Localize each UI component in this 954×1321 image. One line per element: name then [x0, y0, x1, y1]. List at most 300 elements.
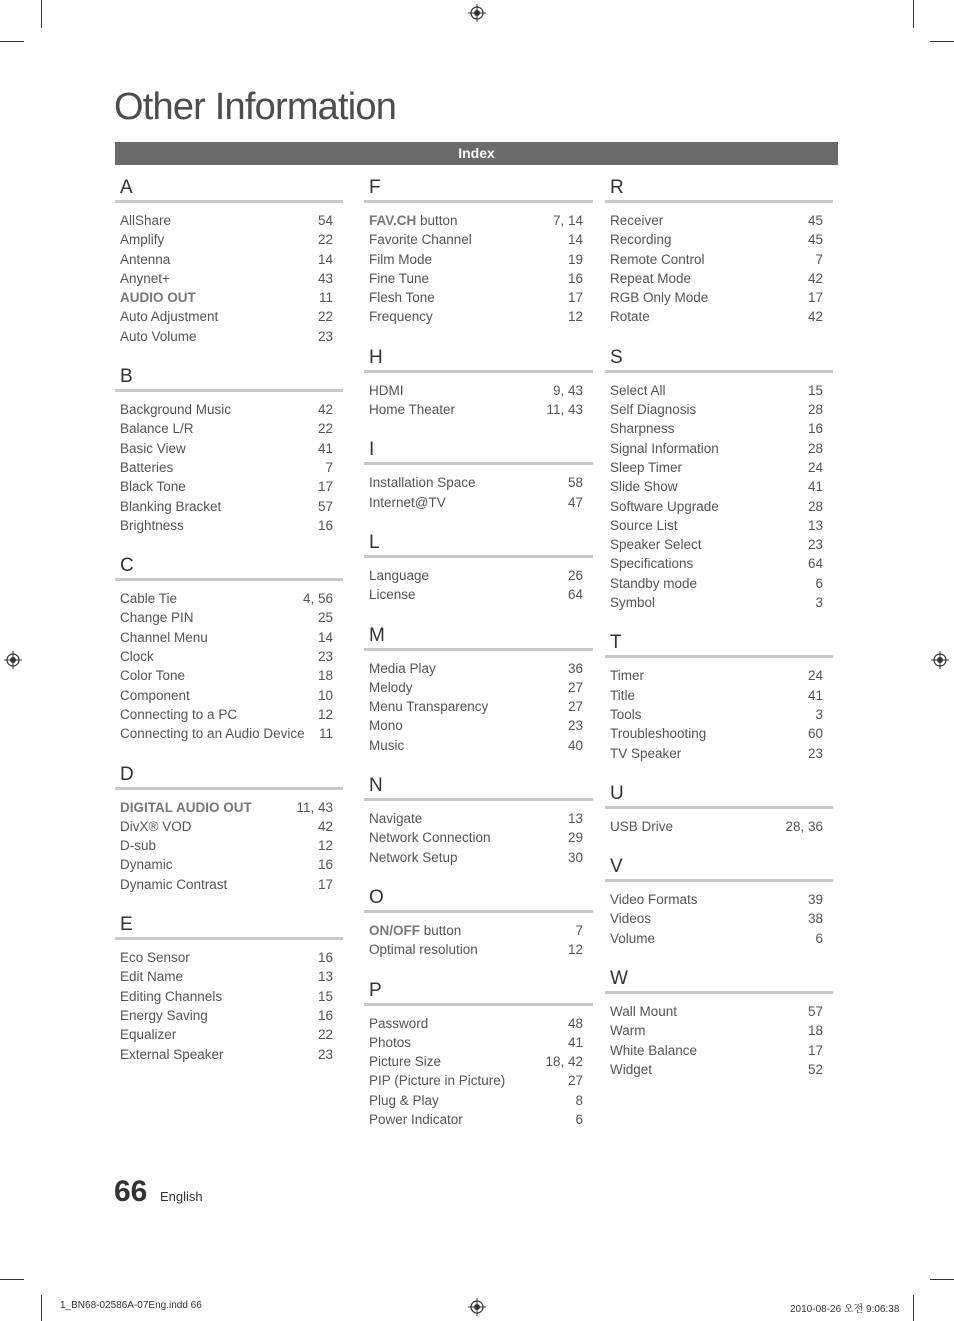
registration-mark-icon	[4, 651, 22, 669]
index-term	[120, 516, 184, 535]
index-term	[610, 269, 691, 288]
index-term-text: Batteries	[120, 459, 174, 475]
index-term	[369, 269, 429, 288]
index-term-text: Speaker Select	[610, 537, 702, 553]
index-page-ref: 11	[318, 726, 333, 742]
index-page-ref: 18	[807, 1023, 823, 1039]
index-term-text: Menu Transparency	[369, 699, 489, 715]
index-term-text: Remote Control	[610, 251, 705, 267]
index-entry	[605, 929, 833, 948]
index-term	[610, 1002, 677, 1021]
index-term-text: Home Theater	[369, 402, 456, 418]
index-term-text: Receiver	[610, 213, 664, 228]
print-slug-file: 1_BN68-02586A-07Eng.indd 66	[60, 1300, 202, 1311]
index-letter-heading: A	[115, 176, 343, 203]
index-entry	[364, 736, 593, 755]
index-page-ref: 24	[807, 668, 823, 684]
index-term-text: Film Mode	[369, 251, 433, 267]
index-entry	[115, 307, 343, 326]
index-term-text: Picture Size	[369, 1054, 442, 1070]
index-term-text: Anynet+	[120, 270, 170, 286]
index-entry	[605, 211, 833, 230]
index-page-ref: 7	[575, 922, 583, 938]
index-entry	[115, 666, 343, 685]
index-term-text: button	[420, 922, 462, 938]
index-page-ref: 13	[567, 811, 583, 827]
index-page-ref: 42	[317, 402, 333, 418]
index-term-text: Navigate	[369, 811, 423, 827]
index-term	[610, 554, 693, 573]
index-term	[120, 1045, 224, 1064]
index-page-ref: 41	[567, 1034, 583, 1050]
index-term	[120, 250, 170, 269]
index-entry	[115, 1006, 343, 1025]
index-page-ref: 23	[317, 328, 333, 344]
index-page-ref: 41	[317, 440, 333, 456]
index-term-text: Flesh Tone	[369, 290, 435, 306]
index-page-ref: 13	[317, 969, 333, 985]
index-entry	[115, 608, 343, 627]
index-term-text: Brightness	[120, 517, 184, 533]
index-term-text: Energy Saving	[120, 1007, 208, 1023]
index-term	[120, 288, 196, 307]
index-term-text: Antenna	[120, 251, 171, 267]
index-term-text: Rotate	[610, 309, 650, 325]
index-term	[610, 439, 719, 458]
index-page-ref: 27	[567, 1073, 583, 1089]
index-entry	[605, 554, 833, 573]
index-entry	[364, 716, 593, 735]
index-entry	[115, 628, 343, 647]
index-page-ref: 3	[815, 706, 823, 722]
index-section	[364, 624, 593, 755]
index-term-text: Editing Channels	[120, 988, 223, 1004]
index-page-ref: 14	[317, 251, 333, 267]
index-term-text: Background Music	[120, 402, 232, 418]
index-page-ref: 23	[567, 718, 583, 734]
index-term-text: Signal Information	[610, 440, 719, 456]
index-column	[364, 176, 593, 1148]
index-entry	[115, 477, 343, 496]
index-term-text: RGB Only Mode	[610, 290, 709, 306]
index-column	[605, 176, 833, 1098]
index-page-ref: 28	[807, 402, 823, 418]
crop-mark	[913, 1295, 914, 1321]
index-entry	[605, 1060, 833, 1079]
index-page-ref: 14	[317, 629, 333, 645]
index-term-text: Volume	[610, 930, 656, 946]
registration-mark-icon	[468, 1298, 486, 1316]
index-page-ref: 6	[815, 930, 823, 946]
index-term	[369, 566, 429, 585]
index-letter-heading: U	[605, 782, 833, 809]
index-page-ref: 24	[807, 459, 823, 475]
index-term	[610, 419, 675, 438]
index-page-ref: 26	[567, 567, 583, 583]
index-term	[120, 948, 190, 967]
index-term-text: Standby mode	[610, 575, 698, 591]
index-page-ref: 58	[567, 475, 583, 491]
index-term	[120, 987, 222, 1006]
index-term-text: Basic View	[120, 440, 186, 456]
index-entry	[605, 497, 833, 516]
index-term-text: Edit Name	[120, 969, 184, 985]
index-page-ref: 54	[317, 213, 333, 228]
index-entry	[605, 381, 833, 400]
index-term-text: Select All	[610, 382, 666, 398]
index-term-text: Source List	[610, 517, 678, 533]
index-term-text: Optimal resolution	[369, 942, 478, 958]
index-page-ref: 6	[575, 1112, 583, 1128]
index-entry	[364, 566, 593, 585]
index-page-ref: 42	[807, 309, 823, 325]
index-page-ref: 64	[807, 556, 823, 572]
index-term-text: Auto Volume	[120, 328, 197, 344]
index-page-ref: 28, 36	[785, 818, 823, 834]
index-term	[369, 493, 446, 512]
index-term	[610, 724, 706, 743]
index-term-text: Balance L/R	[120, 421, 194, 437]
index-term	[120, 211, 171, 230]
index-term	[369, 1110, 463, 1129]
index-letter-heading: H	[364, 346, 593, 373]
index-term-text: HDMI	[369, 382, 404, 398]
index-page-ref: 14	[567, 232, 583, 248]
index-section	[115, 365, 343, 535]
index-term	[120, 628, 208, 647]
index-entry	[605, 1002, 833, 1021]
index-term-text: Warm	[610, 1023, 646, 1039]
index-section	[364, 438, 593, 512]
index-section	[364, 531, 593, 605]
index-term-text: Videos	[610, 911, 652, 927]
index-page-ref: 17	[567, 290, 583, 306]
index-term-text: button	[416, 213, 458, 228]
index-term	[120, 798, 252, 817]
index-term	[120, 458, 173, 477]
index-entry	[115, 875, 343, 894]
index-section	[364, 774, 593, 867]
index-column	[115, 176, 343, 1083]
index-entry	[364, 1071, 593, 1090]
index-term	[120, 666, 185, 685]
index-term	[610, 516, 678, 535]
index-letter-heading: I	[364, 438, 593, 465]
index-page-ref: 9, 43	[552, 382, 583, 398]
index-term	[610, 929, 655, 948]
index-term	[610, 477, 678, 496]
index-entry	[115, 250, 343, 269]
index-term	[369, 400, 455, 419]
index-entry	[115, 855, 343, 874]
index-section	[364, 346, 593, 420]
index-term	[610, 574, 697, 593]
index-entry	[605, 250, 833, 269]
index-term-text: License	[369, 587, 416, 603]
index-page-ref: 45	[807, 213, 823, 228]
index-term-text: Clock	[120, 649, 154, 665]
index-page-ref: 42	[317, 818, 333, 834]
index-term	[369, 716, 403, 735]
index-page-ref: 16	[317, 950, 333, 966]
index-term-text: Self Diagnosis	[610, 402, 697, 418]
index-page-ref: 60	[807, 726, 823, 742]
index-term	[610, 307, 650, 326]
index-entry	[115, 439, 343, 458]
index-term	[120, 1025, 176, 1044]
index-term	[369, 1033, 411, 1052]
index-term-highlight: FAV.CH	[369, 213, 417, 228]
index-letter-heading: W	[605, 967, 833, 994]
index-term-text: Troubleshooting	[610, 726, 707, 742]
index-term	[369, 473, 476, 492]
index-term-text: Software Upgrade	[610, 498, 719, 514]
index-term-text: Photos	[369, 1034, 412, 1050]
index-entry	[605, 419, 833, 438]
index-entry	[605, 686, 833, 705]
index-term-text: Eco Sensor	[120, 950, 190, 966]
index-entry	[115, 400, 343, 419]
crop-mark	[41, 0, 42, 28]
index-page-ref: 38	[807, 911, 823, 927]
index-section	[364, 886, 593, 960]
index-entry	[605, 230, 833, 249]
index-term	[120, 967, 183, 986]
index-term-text: Dynamic	[120, 857, 173, 873]
index-section	[605, 176, 833, 327]
index-page-ref: 57	[807, 1004, 823, 1020]
index-term	[369, 828, 491, 847]
index-term-text: PIP (Picture in Picture)	[369, 1073, 506, 1089]
index-page-ref: 16	[317, 857, 333, 873]
index-term-text: White Balance	[610, 1042, 698, 1058]
index-entry	[605, 288, 833, 307]
index-term	[610, 211, 663, 230]
section-bar: Index	[115, 142, 838, 165]
index-term-text: Black Tone	[120, 479, 186, 495]
index-term	[369, 230, 472, 249]
index-page-ref: 22	[317, 309, 333, 325]
index-term-text: Recording	[610, 232, 672, 248]
index-letter-heading: E	[115, 913, 343, 940]
index-term-text: Slide Show	[610, 479, 678, 495]
index-letter-heading: L	[364, 531, 593, 558]
index-term	[610, 666, 644, 685]
index-term-text: Dynamic Contrast	[120, 876, 228, 892]
index-term-text: Video Formats	[610, 892, 698, 908]
index-page-ref: 12	[317, 706, 333, 722]
index-page-ref: 8	[575, 1092, 583, 1108]
index-page-ref: 16	[807, 421, 823, 437]
index-section	[115, 913, 343, 1064]
index-page-ref: 25	[317, 610, 333, 626]
index-page-ref: 23	[317, 649, 333, 665]
index-page-ref: 28	[807, 440, 823, 456]
index-term	[369, 697, 488, 716]
index-page-ref: 11	[318, 290, 333, 306]
index-term-text: AllShare	[120, 213, 172, 228]
index-term	[610, 250, 705, 269]
index-term	[120, 855, 173, 874]
index-term	[369, 211, 458, 230]
index-entry	[605, 458, 833, 477]
index-entry	[115, 327, 343, 346]
index-entry	[605, 817, 833, 836]
index-term	[610, 1060, 652, 1079]
index-term	[120, 307, 218, 326]
index-term	[610, 744, 681, 763]
index-page-ref: 16	[317, 1007, 333, 1023]
registration-mark-icon	[931, 651, 949, 669]
index-term	[120, 608, 194, 627]
index-term-text: Change PIN	[120, 610, 194, 626]
index-entry	[115, 458, 343, 477]
index-letter-heading: R	[605, 176, 833, 203]
index-entry	[115, 230, 343, 249]
index-page-ref: 27	[567, 699, 583, 715]
index-term-text: Repeat Mode	[610, 270, 692, 286]
index-term-text: Music	[369, 737, 405, 753]
index-term	[120, 327, 197, 346]
index-entry	[115, 948, 343, 967]
index-entry	[364, 828, 593, 847]
index-term-text: Favorite Channel	[369, 232, 472, 248]
index-entry	[605, 705, 833, 724]
index-entry	[605, 439, 833, 458]
index-term-text: Media Play	[369, 660, 436, 676]
index-page-ref: 6	[815, 575, 823, 591]
index-entry	[364, 250, 593, 269]
index-term-text: Melody	[369, 679, 413, 695]
index-entry	[364, 809, 593, 828]
index-term-text: Network Connection	[369, 830, 491, 846]
index-entry	[364, 1033, 593, 1052]
index-letter-heading: V	[605, 855, 833, 882]
index-term-text: Installation Space	[369, 475, 476, 491]
index-entry	[115, 1025, 343, 1044]
index-entry	[115, 288, 343, 307]
index-entry	[605, 535, 833, 554]
index-page-ref: 27	[567, 679, 583, 695]
index-term-text: Plug & Play	[369, 1092, 439, 1108]
index-term-highlight: AUDIO OUT	[120, 290, 196, 306]
index-page-ref: 15	[807, 382, 823, 398]
index-term	[610, 705, 642, 724]
index-term-text: Equalizer	[120, 1027, 177, 1043]
index-entry	[605, 574, 833, 593]
index-entry	[605, 724, 833, 743]
index-term	[610, 230, 672, 249]
index-page-ref: 17	[317, 876, 333, 892]
index-term-text: Sleep Timer	[610, 459, 683, 475]
index-page-ref: 18, 42	[545, 1054, 583, 1070]
index-term	[120, 419, 194, 438]
index-entry	[605, 744, 833, 763]
index-page-ref: 7	[325, 459, 333, 475]
index-term-text: Language	[369, 567, 430, 583]
index-entry	[364, 473, 593, 492]
index-term-text: Connecting to an Audio Device	[120, 726, 305, 742]
index-term	[369, 1014, 428, 1033]
index-term-text: Widget	[610, 1061, 653, 1077]
index-section	[605, 855, 833, 948]
index-entry	[364, 400, 593, 419]
index-entry	[605, 269, 833, 288]
index-entry	[115, 798, 343, 817]
index-entry	[364, 1014, 593, 1033]
index-term	[369, 659, 436, 678]
index-page-ref: 40	[567, 737, 583, 753]
index-term	[369, 307, 433, 326]
index-page-ref: 13	[807, 517, 823, 533]
index-page-ref: 17	[317, 479, 333, 495]
index-entry	[364, 493, 593, 512]
index-entry	[605, 307, 833, 326]
index-section	[605, 967, 833, 1079]
index-term-text: Blanking Bracket	[120, 498, 222, 514]
index-section	[605, 782, 833, 836]
index-term	[120, 230, 164, 249]
crop-mark	[0, 1279, 24, 1280]
index-page-ref: 7, 14	[552, 213, 583, 228]
index-term	[369, 809, 422, 828]
index-page-ref: 22	[317, 421, 333, 437]
index-term	[610, 909, 651, 928]
index-page-ref: 16	[567, 270, 583, 286]
index-entry	[605, 400, 833, 419]
index-letter-heading: C	[115, 554, 343, 581]
index-section	[115, 554, 343, 743]
index-entry	[364, 307, 593, 326]
index-term	[369, 736, 404, 755]
index-entry	[364, 940, 593, 959]
index-page-ref: 42	[807, 270, 823, 286]
index-page-ref: 41	[807, 479, 823, 495]
index-term	[120, 477, 186, 496]
index-letter-heading: F	[364, 176, 593, 203]
index-term-text: Network Setup	[369, 849, 458, 865]
index-page-ref: 45	[807, 232, 823, 248]
index-term-text: Tools	[610, 706, 642, 722]
index-term-text: Cable Tie	[120, 591, 178, 607]
index-term	[120, 1006, 208, 1025]
index-section	[605, 346, 833, 613]
index-page-ref: 41	[807, 687, 823, 703]
index-entry	[364, 230, 593, 249]
index-entry	[115, 1045, 343, 1064]
index-entry	[115, 497, 343, 516]
index-term	[120, 705, 237, 724]
index-term	[610, 890, 698, 909]
index-entry	[605, 477, 833, 496]
index-entry	[115, 987, 343, 1006]
index-entry	[364, 678, 593, 697]
index-entry	[605, 593, 833, 612]
index-page-ref: 36	[567, 660, 583, 676]
index-term	[120, 269, 170, 288]
index-term-text: Channel Menu	[120, 629, 208, 645]
index-term	[120, 589, 177, 608]
index-entry	[605, 516, 833, 535]
index-entry	[364, 697, 593, 716]
index-term	[369, 1071, 505, 1090]
index-entry	[115, 705, 343, 724]
index-term	[610, 535, 702, 554]
index-entry	[605, 666, 833, 685]
index-letter-heading: T	[605, 631, 833, 658]
index-page-ref: 12	[567, 309, 583, 325]
index-term-text: Color Tone	[120, 668, 186, 684]
